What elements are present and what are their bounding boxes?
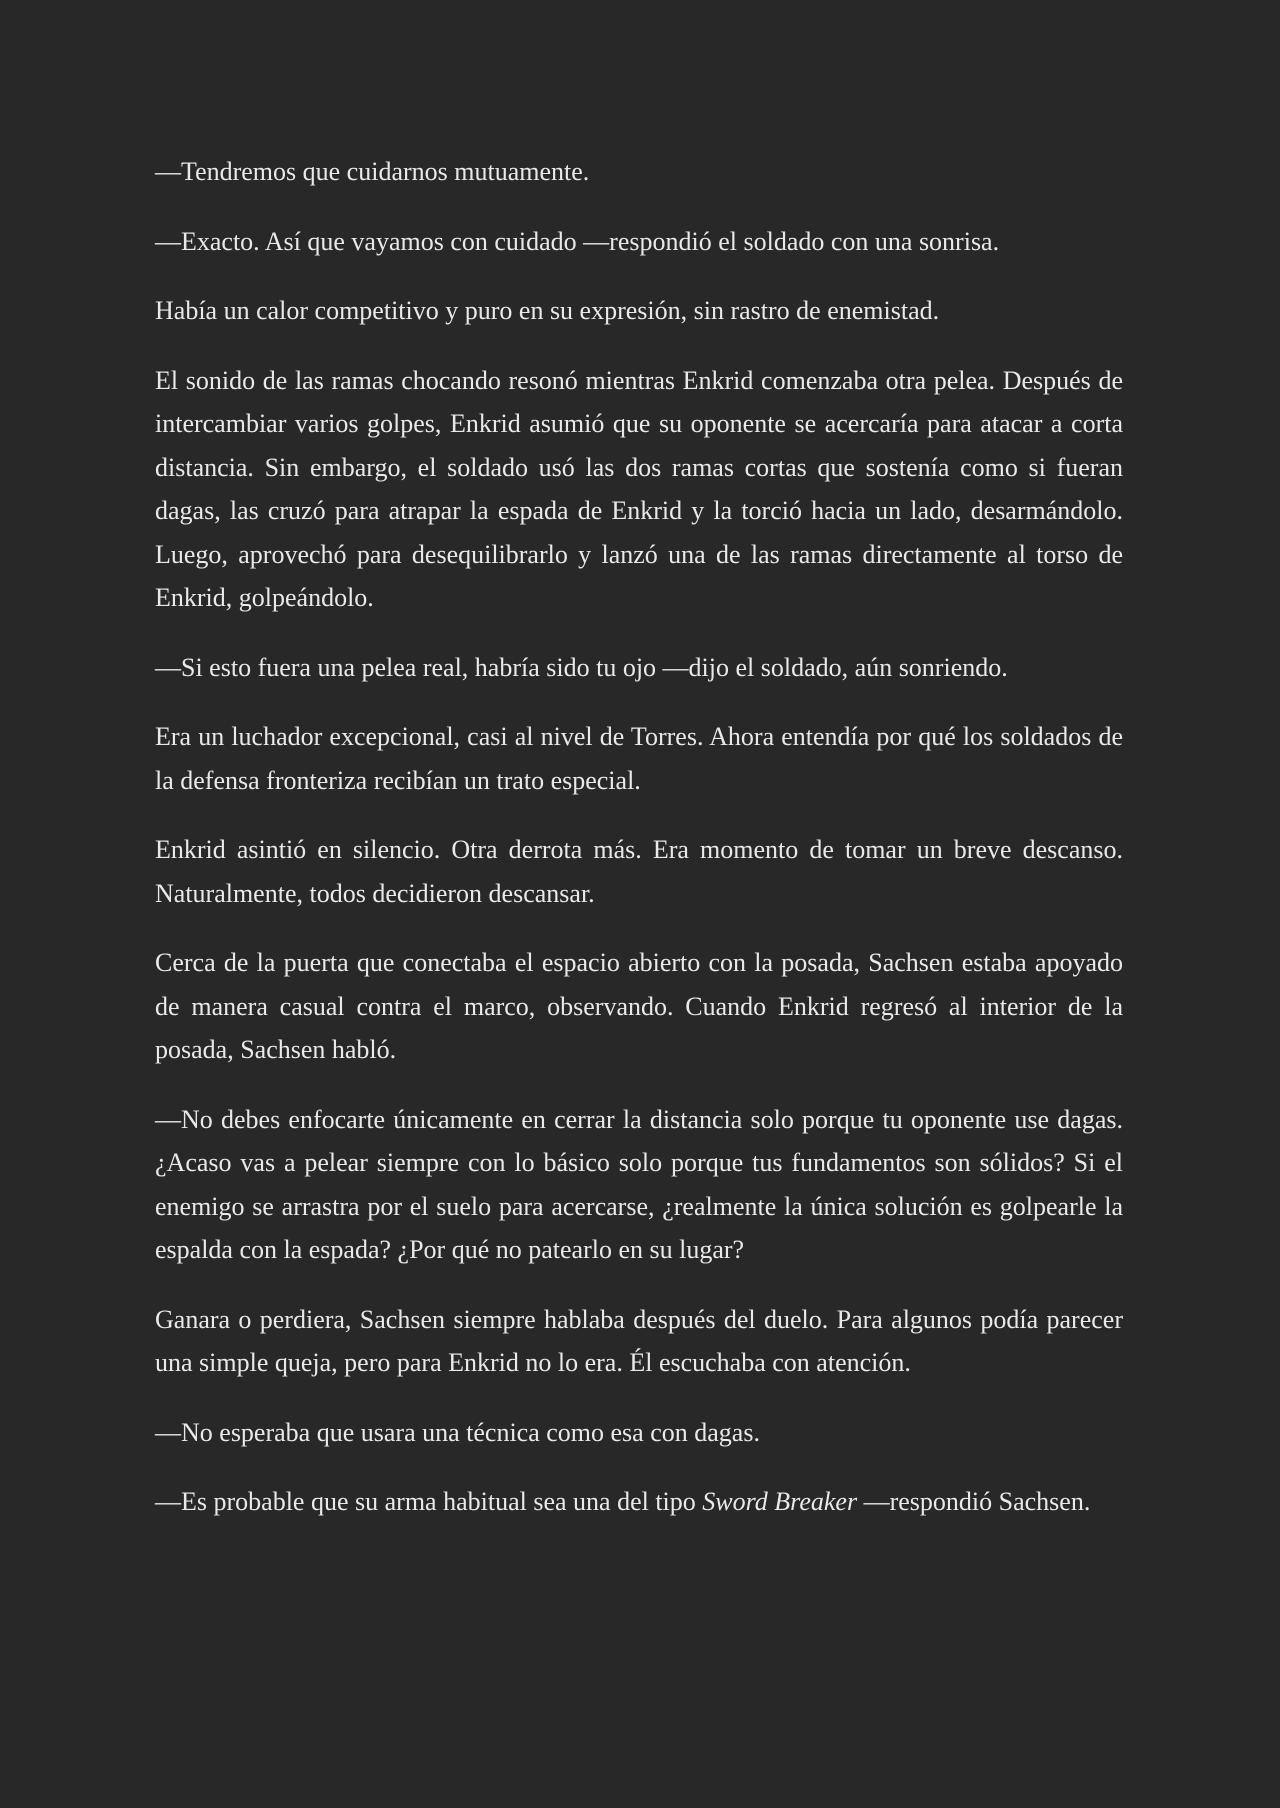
paragraph: Había un calor competitivo y puro en su expresión, sin rastro de enemistad. <box>155 296 940 325</box>
paragraph: Cerca de la puerta que conectaba el espacio abierto con la posada, Sachsen estaba apoyado de manera casual contra el marco, observando. Cuando Enkrid regresó al interior de la posada, Sachsen habló. <box>155 948 1123 1064</box>
paragraph: Enkrid asintió en silencio. Otra derrota más. Era momento de tomar un breve descanso. Naturalmente, todos decidieron descansar. <box>155 835 1123 908</box>
paragraph: Ganara o perdiera, Sachsen siempre hablaba después del duelo. Para algunos podía parecer una simple queja, pero para Enkrid no lo era. Él escuchaba con atención. <box>155 1304 1123 1377</box>
paragraph: —No esperaba que usara una técnica como esa con dagas. <box>155 1417 760 1447</box>
paragraph-text-after: —respondió Sachsen. <box>857 1487 1091 1516</box>
paragraph: El sonido de las ramas chocando resonó mientras Enkrid comenzaba otra pelea. Después de intercambiar varios golpes, Enkrid asumió que su oponente se acercaría para atacar a corta distancia. Sin embargo, el soldado usó las dos ramas cortas que sostenía como si fueran dagas, las cruzó para atrapar la espada de Enkrid y la torció hacia un lado, desarmándolo. Luego, aprovechó para desequilibrarlo y lanzó una de las ramas directamente al torso de Enkrid, golpeándolo. <box>155 365 1123 612</box>
text-body <box>155 150 1123 1550</box>
paragraph: —Exacto. Así que vayamos con cuidado —respondió el soldado con una sonrisa. <box>155 226 1000 256</box>
paragraph-text-before: —Es probable que su arma habitual sea una del tipo <box>155 1487 703 1516</box>
paragraph-last <box>155 1480 1123 1524</box>
paragraph: —No debes enfocarte únicamente en cerrar la distancia solo porque tu oponente use dagas. ¿Acaso vas a pelear siempre con lo básico solo porque tus fundamentos son sólidos? Si el enemigo se arrastra por el suelo para acercarse, ¿realmente la única solución es golpearle la espalda con la espada? ¿Por qué no patearlo en su lugar? <box>155 1104 1123 1264</box>
paragraph: —Tendremos que cuidarnos mutuamente. <box>155 157 590 186</box>
italic-term: Sword Breaker <box>702 1487 858 1516</box>
paragraph: —Si esto fuera una pelea real, habría sido tu ojo —dijo el soldado, aún sonriendo. <box>155 652 1008 682</box>
paragraph: Era un luchador excepcional, casi al nivel de Torres. Ahora entendía por qué los soldados de la defensa fronteriza recibían un trato especial. <box>155 722 1123 795</box>
